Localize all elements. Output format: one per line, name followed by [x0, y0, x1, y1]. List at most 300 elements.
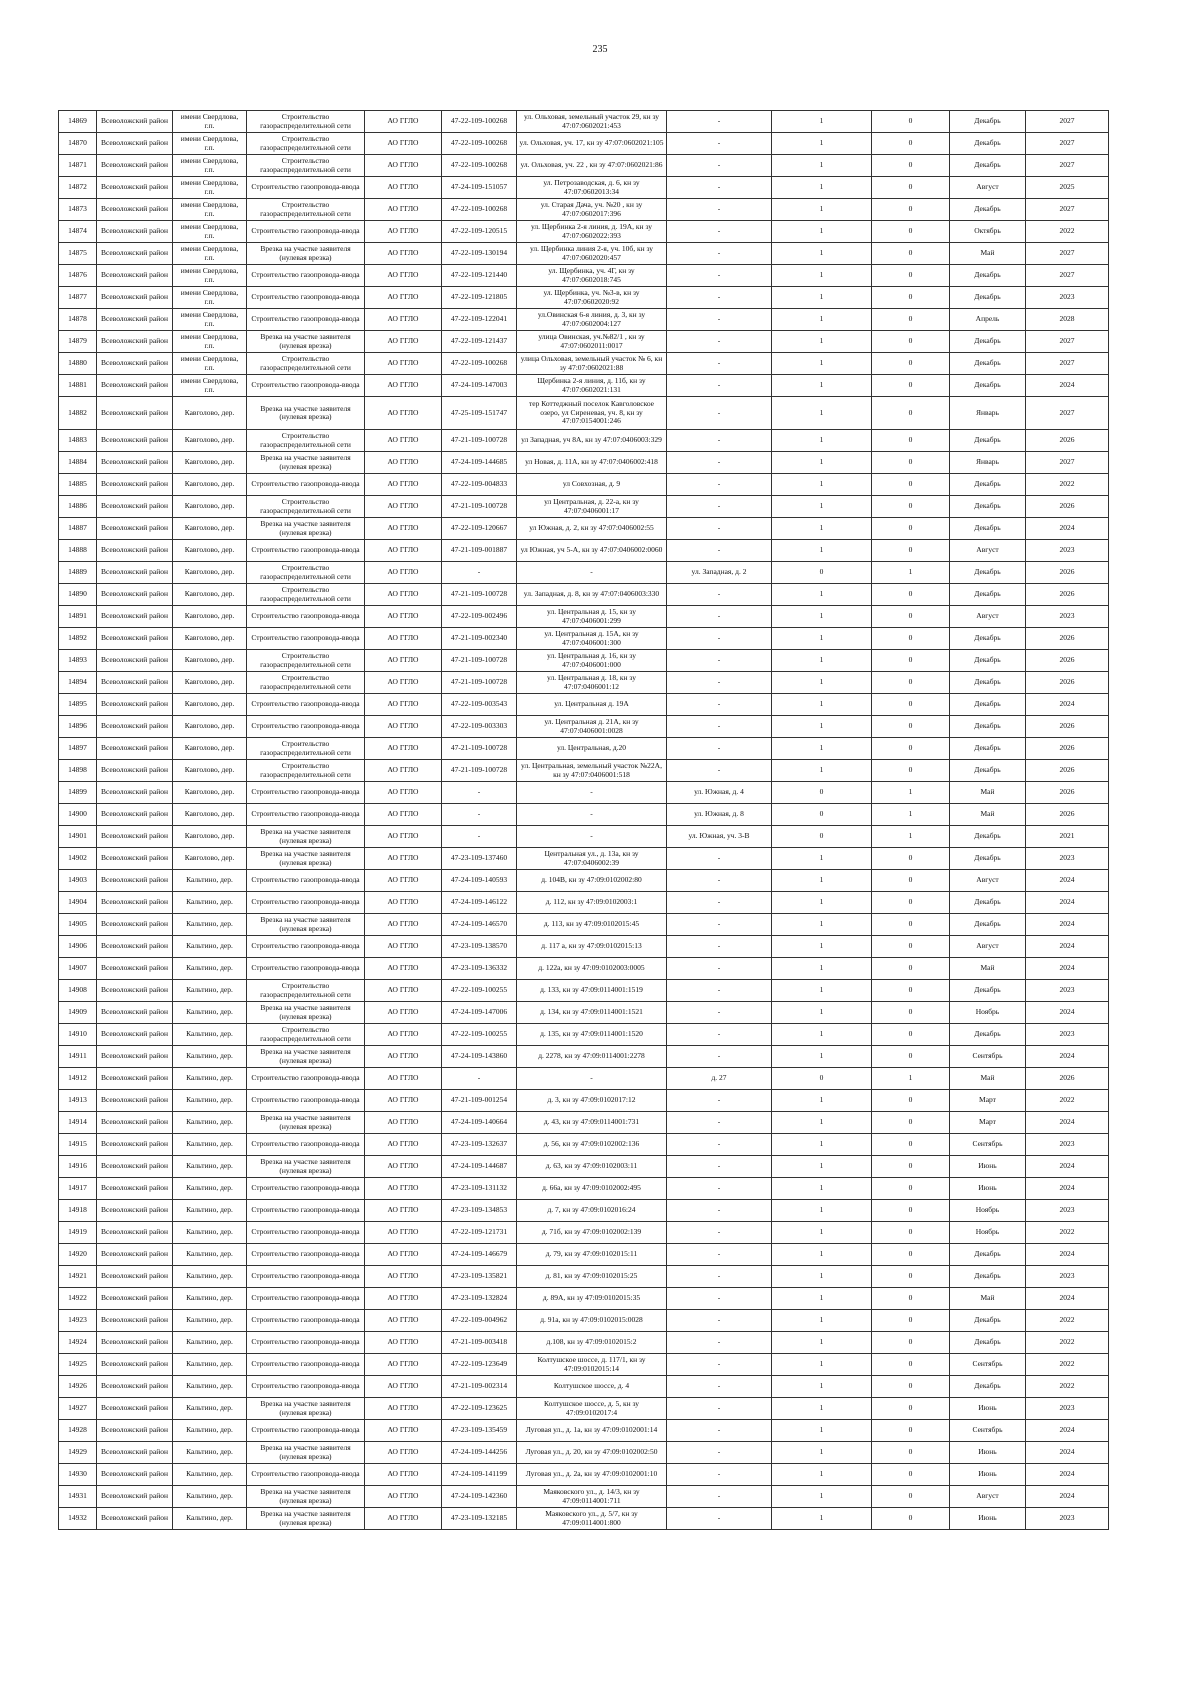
application-number-cell: 47-25-109-151747	[442, 397, 517, 430]
count-b-cell: 0	[872, 1420, 950, 1442]
table-row	[59, 562, 1109, 584]
row-number: 14881	[59, 375, 97, 397]
application-number-cell: 47-21-109-100728	[442, 584, 517, 606]
month-cell: Декабрь	[950, 353, 1026, 375]
table-row	[59, 1332, 1109, 1354]
district-cell: Всеволожский район	[97, 1134, 173, 1156]
settlement-cell: Кальтино, дер.	[173, 1420, 247, 1442]
settlement-cell: Кальтино, дер.	[173, 1354, 247, 1376]
count-b-cell: 1	[872, 826, 950, 848]
address-cadastral-cell: ул. Центральная д. 15, кн зу 47:07:0406001:299	[517, 606, 667, 628]
address-cadastral-cell: ул. Центральная д. 16, кн зу 47:07:0406001:000	[517, 650, 667, 672]
settlement-cell: Кальтино, дер.	[173, 1090, 247, 1112]
row-number: 14885	[59, 474, 97, 496]
work-type-cell: Строительство газораспределительной сети	[247, 111, 365, 133]
year-cell: 2024	[1026, 1288, 1109, 1310]
year-cell: 2027	[1026, 353, 1109, 375]
organization-cell: АО ГГЛО	[365, 1442, 442, 1464]
address-cadastral-cell: ул. Старая Дача, уч. №20 , кн зу 47:07:0602017:396	[517, 199, 667, 221]
count-a-cell: 1	[772, 606, 872, 628]
district-cell: Всеволожский район	[97, 1420, 173, 1442]
address-cadastral-cell: д. 79, кн зу 47:09:0102015:11	[517, 1244, 667, 1266]
month-cell: Декабрь	[950, 133, 1026, 155]
count-a-cell: 1	[772, 1288, 872, 1310]
district-cell: Всеволожский район	[97, 1156, 173, 1178]
application-number-cell: 47-23-109-138570	[442, 936, 517, 958]
address-cell: -	[667, 738, 772, 760]
address-cell: -	[667, 375, 772, 397]
settlement-cell: Кавголово, дер.	[173, 452, 247, 474]
settlement-cell: Кальтино, дер.	[173, 1134, 247, 1156]
table-row	[59, 1464, 1109, 1486]
organization-cell: АО ГГЛО	[365, 1310, 442, 1332]
address-cadastral-cell: д. 122а, кн зу 47:09:0102003:0005	[517, 958, 667, 980]
address-cadastral-cell: д. 43, кн зу 47:09:0114001:731	[517, 1112, 667, 1134]
year-cell: 2027	[1026, 452, 1109, 474]
table-row	[59, 694, 1109, 716]
district-cell: Всеволожский район	[97, 980, 173, 1002]
row-number: 14901	[59, 826, 97, 848]
settlement-cell: Кавголово, дер.	[173, 848, 247, 870]
month-cell: Декабрь	[950, 375, 1026, 397]
district-cell: Всеволожский район	[97, 496, 173, 518]
organization-cell: АО ГГЛО	[365, 1420, 442, 1442]
application-number-cell: 47-23-109-135821	[442, 1266, 517, 1288]
address-cell: -	[667, 177, 772, 199]
application-number-cell: 47-22-109-123625	[442, 1398, 517, 1420]
count-a-cell: 1	[772, 1332, 872, 1354]
row-number: 14894	[59, 672, 97, 694]
organization-cell: АО ГГЛО	[365, 133, 442, 155]
address-cadastral-cell: ул. Щербинка, уч. 4Г, кн зу 47:07:0602018:745	[517, 265, 667, 287]
application-number-cell: 47-24-109-146570	[442, 914, 517, 936]
application-number-cell: 47-24-109-151057	[442, 177, 517, 199]
address-cadastral-cell: ул Южная, д. 2, кн зу 47:07:0406002:55	[517, 518, 667, 540]
count-a-cell: 1	[772, 936, 872, 958]
count-a-cell: 1	[772, 1002, 872, 1024]
settlement-cell: имени Свердлова, г.п.	[173, 331, 247, 353]
year-cell: 2024	[1026, 1442, 1109, 1464]
month-cell: Декабрь	[950, 496, 1026, 518]
row-number: 14921	[59, 1266, 97, 1288]
work-type-cell: Строительство газопровода-ввода	[247, 1288, 365, 1310]
organization-cell: АО ГГЛО	[365, 1156, 442, 1178]
table-row	[59, 1222, 1109, 1244]
district-cell: Всеволожский район	[97, 1288, 173, 1310]
count-a-cell: 1	[772, 760, 872, 782]
table-row	[59, 892, 1109, 914]
address-cadastral-cell: улица Ольховая, земельный участок № 6, кн зу 47:07:0602021:88	[517, 353, 667, 375]
month-cell: Сентябрь	[950, 1354, 1026, 1376]
district-cell: Всеволожский район	[97, 1486, 173, 1508]
address-cell: -	[667, 1376, 772, 1398]
year-cell: 2024	[1026, 870, 1109, 892]
month-cell: Декабрь	[950, 1310, 1026, 1332]
application-number-cell: 47-22-109-100268	[442, 111, 517, 133]
address-cell: -	[667, 452, 772, 474]
organization-cell: АО ГГЛО	[365, 1024, 442, 1046]
address-cell: -	[667, 760, 772, 782]
settlement-cell: имени Свердлова, г.п.	[173, 221, 247, 243]
work-type-cell: Врезка на участке заявителя (нулевая врезка)	[247, 1112, 365, 1134]
year-cell: 2027	[1026, 155, 1109, 177]
work-type-cell: Строительство газопровода-ввода	[247, 892, 365, 914]
settlement-cell: Кальтино, дер.	[173, 1376, 247, 1398]
table-row	[59, 353, 1109, 375]
address-cadastral-cell: ул.Овинская 6-я линия, д. 3, кн зу 47:07:0602004:127	[517, 309, 667, 331]
work-type-cell: Строительство газопровода-ввода	[247, 1134, 365, 1156]
organization-cell: АО ГГЛО	[365, 397, 442, 430]
row-number: 14923	[59, 1310, 97, 1332]
row-number: 14912	[59, 1068, 97, 1090]
count-b-cell: 0	[872, 606, 950, 628]
count-b-cell: 0	[872, 1134, 950, 1156]
settlement-cell: Кальтино, дер.	[173, 914, 247, 936]
address-cell: -	[667, 1002, 772, 1024]
address-cell: -	[667, 287, 772, 309]
organization-cell: АО ГГЛО	[365, 452, 442, 474]
count-b-cell: 1	[872, 562, 950, 584]
table-row	[59, 870, 1109, 892]
settlement-cell: Кавголово, дер.	[173, 650, 247, 672]
month-cell: Декабрь	[950, 760, 1026, 782]
district-cell: Всеволожский район	[97, 375, 173, 397]
application-number-cell: 47-22-109-120515	[442, 221, 517, 243]
district-cell: Всеволожский район	[97, 804, 173, 826]
row-number: 14895	[59, 694, 97, 716]
month-cell: Декабрь	[950, 199, 1026, 221]
count-b-cell: 0	[872, 1464, 950, 1486]
year-cell: 2023	[1026, 1200, 1109, 1222]
application-number-cell: 47-21-109-002340	[442, 628, 517, 650]
district-cell: Всеволожский район	[97, 1002, 173, 1024]
address-cell: -	[667, 1156, 772, 1178]
table-row	[59, 1376, 1109, 1398]
settlement-cell: Кальтино, дер.	[173, 1288, 247, 1310]
settlement-cell: Кальтино, дер.	[173, 1178, 247, 1200]
organization-cell: АО ГГЛО	[365, 540, 442, 562]
work-type-cell: Строительство газопровода-ввода	[247, 375, 365, 397]
organization-cell: АО ГГЛО	[365, 1354, 442, 1376]
table-row	[59, 936, 1109, 958]
settlement-cell: имени Свердлова, г.п.	[173, 111, 247, 133]
address-cell: -	[667, 958, 772, 980]
count-b-cell: 0	[872, 1178, 950, 1200]
address-cadastral-cell: ул Центральная, д. 22-а, кн зу 47:07:0406001:17	[517, 496, 667, 518]
organization-cell: АО ГГЛО	[365, 1200, 442, 1222]
organization-cell: АО ГГЛО	[365, 650, 442, 672]
count-a-cell: 0	[772, 1068, 872, 1090]
count-b-cell: 0	[872, 111, 950, 133]
count-a-cell: 1	[772, 848, 872, 870]
count-b-cell: 0	[872, 199, 950, 221]
work-type-cell: Строительство газопровода-ввода	[247, 177, 365, 199]
organization-cell: АО ГГЛО	[365, 1090, 442, 1112]
count-b-cell: 0	[872, 760, 950, 782]
address-cell: -	[667, 606, 772, 628]
count-a-cell: 1	[772, 1442, 872, 1464]
address-cadastral-cell: улица Овинская, уч.№82/1 , кн зу 47:07:0602011:0017	[517, 331, 667, 353]
address-cadastral-cell: ул. Ольховая, уч. 22 , кн зу 47:07:0602021:86	[517, 155, 667, 177]
address-cell: -	[667, 1398, 772, 1420]
row-number: 14931	[59, 1486, 97, 1508]
organization-cell: АО ГГЛО	[365, 1464, 442, 1486]
table-row	[59, 243, 1109, 265]
district-cell: Всеволожский район	[97, 353, 173, 375]
count-b-cell: 0	[872, 892, 950, 914]
settlement-cell: Кавголово, дер.	[173, 518, 247, 540]
application-number-cell: 47-22-109-003543	[442, 694, 517, 716]
organization-cell: АО ГГЛО	[365, 892, 442, 914]
address-cell: -	[667, 672, 772, 694]
year-cell: 2022	[1026, 1090, 1109, 1112]
settlement-cell: Кавголово, дер.	[173, 562, 247, 584]
month-cell: Июнь	[950, 1156, 1026, 1178]
district-cell: Всеволожский район	[97, 243, 173, 265]
address-cadastral-cell: д. 104В, кн зу 47:09:0102002:80	[517, 870, 667, 892]
year-cell: 2024	[1026, 375, 1109, 397]
work-type-cell: Строительство газопровода-ввода	[247, 309, 365, 331]
organization-cell: АО ГГЛО	[365, 694, 442, 716]
row-number: 14882	[59, 397, 97, 430]
count-b-cell: 0	[872, 1508, 950, 1530]
count-b-cell: 0	[872, 584, 950, 606]
row-number: 14904	[59, 892, 97, 914]
work-type-cell: Строительство газопровода-ввода	[247, 287, 365, 309]
settlement-cell: Кавголово, дер.	[173, 738, 247, 760]
month-cell: Декабрь	[950, 650, 1026, 672]
address-cell: -	[667, 1332, 772, 1354]
address-cell: -	[667, 133, 772, 155]
address-cell: -	[667, 199, 772, 221]
count-b-cell: 0	[872, 375, 950, 397]
table-row	[59, 980, 1109, 1002]
address-cell: -	[667, 1420, 772, 1442]
row-number: 14924	[59, 1332, 97, 1354]
row-number: 14919	[59, 1222, 97, 1244]
month-cell: Декабрь	[950, 265, 1026, 287]
year-cell: 2022	[1026, 474, 1109, 496]
page-number: 235	[592, 44, 608, 55]
year-cell: 2027	[1026, 397, 1109, 430]
district-cell: Всеволожский район	[97, 650, 173, 672]
district-cell: Всеволожский район	[97, 606, 173, 628]
row-number: 14871	[59, 155, 97, 177]
table-row	[59, 1112, 1109, 1134]
count-b-cell: 0	[872, 1266, 950, 1288]
count-b-cell: 0	[872, 914, 950, 936]
address-cadastral-cell: Центральная ул., д. 13а, кн зу 47:07:0406002:39	[517, 848, 667, 870]
count-a-cell: 0	[772, 826, 872, 848]
year-cell: 2024	[1026, 914, 1109, 936]
table-row	[59, 452, 1109, 474]
organization-cell: АО ГГЛО	[365, 287, 442, 309]
month-cell: Декабрь	[950, 155, 1026, 177]
address-cell: -	[667, 265, 772, 287]
month-cell: Март	[950, 1090, 1026, 1112]
row-number: 14903	[59, 870, 97, 892]
row-number: 14911	[59, 1046, 97, 1068]
address-cadastral-cell: ул. Западная, д. 8, кн зу 47:07:0406003:330	[517, 584, 667, 606]
application-number-cell: 47-24-109-146122	[442, 892, 517, 914]
address-cadastral-cell: -	[517, 562, 667, 584]
row-number: 14913	[59, 1090, 97, 1112]
month-cell: Август	[950, 1486, 1026, 1508]
address-cell: -	[667, 1244, 772, 1266]
count-b-cell: 0	[872, 1024, 950, 1046]
application-number-cell: 47-24-109-144256	[442, 1442, 517, 1464]
address-cadastral-cell: Луговая ул., д. 20, кн зу 47:09:0102002:50	[517, 1442, 667, 1464]
count-a-cell: 1	[772, 1112, 872, 1134]
year-cell: 2026	[1026, 738, 1109, 760]
district-cell: Всеволожский район	[97, 1332, 173, 1354]
table-row	[59, 518, 1109, 540]
table-row	[59, 177, 1109, 199]
count-a-cell: 1	[772, 628, 872, 650]
count-b-cell: 1	[872, 782, 950, 804]
organization-cell: АО ГГЛО	[365, 1288, 442, 1310]
organization-cell: АО ГГЛО	[365, 430, 442, 452]
count-a-cell: 1	[772, 1266, 872, 1288]
table-row	[59, 826, 1109, 848]
settlement-cell: имени Свердлова, г.п.	[173, 177, 247, 199]
work-type-cell: Строительство газораспределительной сети	[247, 760, 365, 782]
count-b-cell: 0	[872, 1156, 950, 1178]
count-a-cell: 1	[772, 496, 872, 518]
row-number: 14879	[59, 331, 97, 353]
address-cell: -	[667, 584, 772, 606]
district-cell: Всеволожский район	[97, 1354, 173, 1376]
address-cadastral-cell: Маяковского ул., д. 14/3, кн зу 47:09:0114001:711	[517, 1486, 667, 1508]
month-cell: Декабрь	[950, 980, 1026, 1002]
count-a-cell: 1	[772, 265, 872, 287]
row-number: 14898	[59, 760, 97, 782]
year-cell: 2023	[1026, 848, 1109, 870]
work-type-cell: Врезка на участке заявителя (нулевая врезка)	[247, 1046, 365, 1068]
table-row	[59, 782, 1109, 804]
count-a-cell: 1	[772, 1486, 872, 1508]
month-cell: Декабрь	[950, 518, 1026, 540]
address-cadastral-cell: д. 91а, кн зу 47:09:0102015:0028	[517, 1310, 667, 1332]
address-cadastral-cell: ул. Центральная, земельный участок №22А, кн зу 47:07:0406001:518	[517, 760, 667, 782]
count-a-cell: 1	[772, 1508, 872, 1530]
year-cell: 2022	[1026, 1376, 1109, 1398]
district-cell: Всеволожский район	[97, 331, 173, 353]
count-a-cell: 1	[772, 375, 872, 397]
year-cell: 2022	[1026, 1332, 1109, 1354]
address-cadastral-cell: Луговая ул., д. 1а, кн зу 47:09:0102001:14	[517, 1420, 667, 1442]
district-cell: Всеволожский район	[97, 1376, 173, 1398]
application-number-cell: 47-23-109-137460	[442, 848, 517, 870]
application-number-cell: 47-24-109-144685	[442, 452, 517, 474]
organization-cell: АО ГГЛО	[365, 1376, 442, 1398]
count-b-cell: 0	[872, 1486, 950, 1508]
settlement-cell: Кальтино, дер.	[173, 1266, 247, 1288]
work-type-cell: Строительство газопровода-ввода	[247, 628, 365, 650]
month-cell: Август	[950, 177, 1026, 199]
organization-cell: АО ГГЛО	[365, 1046, 442, 1068]
district-cell: Всеволожский район	[97, 936, 173, 958]
table-row	[59, 1046, 1109, 1068]
year-cell: 2028	[1026, 309, 1109, 331]
registry-table	[58, 110, 1109, 1530]
year-cell: 2026	[1026, 782, 1109, 804]
organization-cell: АО ГГЛО	[365, 848, 442, 870]
district-cell: Всеволожский район	[97, 518, 173, 540]
count-b-cell: 0	[872, 1376, 950, 1398]
address-cell: ул. Западная, д. 2	[667, 562, 772, 584]
settlement-cell: Кальтино, дер.	[173, 892, 247, 914]
row-number: 14887	[59, 518, 97, 540]
count-a-cell: 1	[772, 540, 872, 562]
count-b-cell: 0	[872, 672, 950, 694]
year-cell: 2024	[1026, 936, 1109, 958]
row-number: 14890	[59, 584, 97, 606]
district-cell: Всеволожский район	[97, 914, 173, 936]
month-cell: Декабрь	[950, 848, 1026, 870]
settlement-cell: имени Свердлова, г.п.	[173, 287, 247, 309]
organization-cell: АО ГГЛО	[365, 716, 442, 738]
count-a-cell: 1	[772, 353, 872, 375]
application-number-cell: 47-24-109-143860	[442, 1046, 517, 1068]
year-cell: 2023	[1026, 1024, 1109, 1046]
count-a-cell: 1	[772, 452, 872, 474]
organization-cell: АО ГГЛО	[365, 782, 442, 804]
address-cadastral-cell: ул Новая, д. 11А, кн зу 47:07:0406002:418	[517, 452, 667, 474]
year-cell: 2027	[1026, 243, 1109, 265]
organization-cell: АО ГГЛО	[365, 628, 442, 650]
work-type-cell: Строительство газораспределительной сети	[247, 980, 365, 1002]
row-number: 14907	[59, 958, 97, 980]
settlement-cell: Кальтино, дер.	[173, 1310, 247, 1332]
settlement-cell: имени Свердлова, г.п.	[173, 155, 247, 177]
settlement-cell: Кавголово, дер.	[173, 540, 247, 562]
year-cell: 2022	[1026, 1310, 1109, 1332]
district-cell: Всеволожский район	[97, 562, 173, 584]
count-a-cell: 1	[772, 1310, 872, 1332]
month-cell: Декабрь	[950, 331, 1026, 353]
settlement-cell: имени Свердлова, г.п.	[173, 243, 247, 265]
work-type-cell: Строительство газораспределительной сети	[247, 562, 365, 584]
row-number: 14889	[59, 562, 97, 584]
year-cell: 2027	[1026, 133, 1109, 155]
year-cell: 2026	[1026, 760, 1109, 782]
table-row	[59, 331, 1109, 353]
month-cell: Декабрь	[950, 1024, 1026, 1046]
application-number-cell: 47-21-109-100728	[442, 672, 517, 694]
month-cell: Декабрь	[950, 474, 1026, 496]
month-cell: Декабрь	[950, 584, 1026, 606]
address-cell: -	[667, 1112, 772, 1134]
address-cell: -	[667, 331, 772, 353]
count-b-cell: 1	[872, 1068, 950, 1090]
month-cell: Декабрь	[950, 914, 1026, 936]
count-a-cell: 0	[772, 782, 872, 804]
year-cell: 2026	[1026, 628, 1109, 650]
work-type-cell: Строительство газопровода-ввода	[247, 1244, 365, 1266]
month-cell: Декабрь	[950, 430, 1026, 452]
count-b-cell: 0	[872, 694, 950, 716]
work-type-cell: Строительство газопровода-ввода	[247, 1200, 365, 1222]
settlement-cell: Кальтино, дер.	[173, 1112, 247, 1134]
table-row	[59, 1420, 1109, 1442]
address-cell: -	[667, 1046, 772, 1068]
year-cell: 2024	[1026, 958, 1109, 980]
settlement-cell: Кавголово, дер.	[173, 628, 247, 650]
count-b-cell: 0	[872, 309, 950, 331]
organization-cell: АО ГГЛО	[365, 1398, 442, 1420]
table-row	[59, 1200, 1109, 1222]
